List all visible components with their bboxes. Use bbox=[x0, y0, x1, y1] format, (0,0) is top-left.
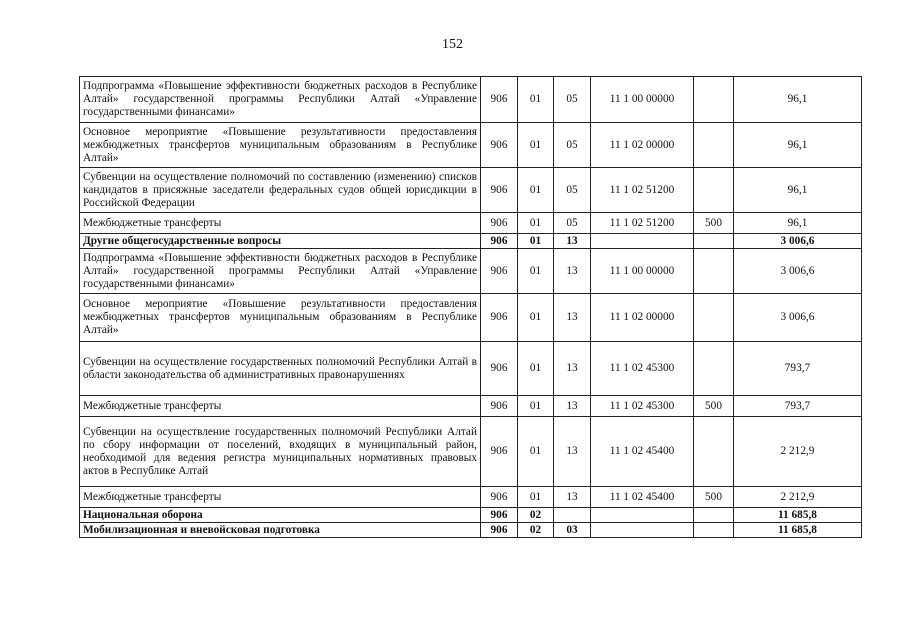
expense-type: 500 bbox=[694, 213, 734, 234]
subsection-code: 03 bbox=[554, 523, 591, 538]
amount: 96,1 bbox=[734, 168, 862, 213]
subsection-code: 13 bbox=[554, 294, 591, 342]
section-code: 01 bbox=[518, 123, 554, 168]
section-code: 01 bbox=[518, 294, 554, 342]
target-article: 11 1 00 00000 bbox=[591, 77, 694, 123]
ministry-code: 906 bbox=[481, 487, 518, 508]
section-code: 01 bbox=[518, 77, 554, 123]
expense-type: 500 bbox=[694, 396, 734, 417]
amount: 11 685,8 bbox=[734, 508, 862, 523]
target-article: 11 1 02 45400 bbox=[591, 487, 694, 508]
table-row bbox=[80, 123, 862, 168]
ministry-code: 906 bbox=[481, 249, 518, 294]
target-article: 11 1 02 51200 bbox=[591, 168, 694, 213]
subsection-code: 13 bbox=[554, 417, 591, 487]
amount: 2 212,9 bbox=[734, 487, 862, 508]
table-row bbox=[80, 294, 862, 342]
ministry-code: 906 bbox=[481, 508, 518, 523]
target-article bbox=[591, 523, 694, 538]
table-row bbox=[80, 508, 862, 523]
expense-type bbox=[694, 123, 734, 168]
target-article: 11 1 02 00000 bbox=[591, 294, 694, 342]
expense-type bbox=[694, 523, 734, 538]
table-row bbox=[80, 234, 862, 249]
table-row bbox=[80, 77, 862, 123]
ministry-code: 906 bbox=[481, 523, 518, 538]
subsection-code: 13 bbox=[554, 396, 591, 417]
amount: 11 685,8 bbox=[734, 523, 862, 538]
expense-type bbox=[694, 294, 734, 342]
target-article: 11 1 02 00000 bbox=[591, 123, 694, 168]
amount: 2 212,9 bbox=[734, 417, 862, 487]
subsection-code: 05 bbox=[554, 213, 591, 234]
expense-type bbox=[694, 168, 734, 213]
table-row bbox=[80, 249, 862, 294]
row-name: Другие общегосударственные вопросы bbox=[80, 234, 481, 249]
table-row bbox=[80, 417, 862, 487]
amount: 3 006,6 bbox=[734, 249, 862, 294]
section-code: 02 bbox=[518, 508, 554, 523]
table-row bbox=[80, 168, 862, 213]
amount: 96,1 bbox=[734, 123, 862, 168]
amount: 96,1 bbox=[734, 213, 862, 234]
amount: 793,7 bbox=[734, 396, 862, 417]
table-body bbox=[80, 77, 862, 538]
subsection-code: 13 bbox=[554, 342, 591, 396]
target-article: 11 1 02 45300 bbox=[591, 396, 694, 417]
amount: 793,7 bbox=[734, 342, 862, 396]
section-code: 02 bbox=[518, 523, 554, 538]
budget-table bbox=[79, 76, 862, 538]
subsection-code: 13 bbox=[554, 234, 591, 249]
ministry-code: 906 bbox=[481, 234, 518, 249]
target-article: 11 1 02 45300 bbox=[591, 342, 694, 396]
ministry-code: 906 bbox=[481, 77, 518, 123]
section-code: 01 bbox=[518, 213, 554, 234]
row-name: Основное мероприятие «Повышение результативности предоставления межбюджетных трансфертов муниципальным образованиям в Республике Алтай» bbox=[80, 294, 481, 342]
table-row bbox=[80, 396, 862, 417]
subsection-code: 13 bbox=[554, 487, 591, 508]
row-name: Мобилизационная и вневойсковая подготовка bbox=[80, 523, 481, 538]
subsection-code: 05 bbox=[554, 77, 591, 123]
subsection-code: 13 bbox=[554, 249, 591, 294]
row-name: Межбюджетные трансферты bbox=[80, 396, 481, 417]
section-code: 01 bbox=[518, 417, 554, 487]
expense-type bbox=[694, 342, 734, 396]
row-name: Основное мероприятие «Повышение результативности предоставления межбюджетных трансфертов муниципальным образованиям в Республике Алтай» bbox=[80, 123, 481, 168]
section-code: 01 bbox=[518, 249, 554, 294]
target-article bbox=[591, 234, 694, 249]
section-code: 01 bbox=[518, 234, 554, 249]
ministry-code: 906 bbox=[481, 294, 518, 342]
ministry-code: 906 bbox=[481, 123, 518, 168]
target-article bbox=[591, 508, 694, 523]
target-article: 11 1 02 45400 bbox=[591, 417, 694, 487]
expense-type bbox=[694, 77, 734, 123]
row-name: Межбюджетные трансферты bbox=[80, 213, 481, 234]
ministry-code: 906 bbox=[481, 417, 518, 487]
section-code: 01 bbox=[518, 168, 554, 213]
ministry-code: 906 bbox=[481, 342, 518, 396]
target-article: 11 1 02 51200 bbox=[591, 213, 694, 234]
ministry-code: 906 bbox=[481, 168, 518, 213]
subsection-code: 05 bbox=[554, 123, 591, 168]
table-row bbox=[80, 342, 862, 396]
table-row bbox=[80, 523, 862, 538]
expense-type bbox=[694, 234, 734, 249]
target-article: 11 1 00 00000 bbox=[591, 249, 694, 294]
expense-type bbox=[694, 417, 734, 487]
row-name: Межбюджетные трансферты bbox=[80, 487, 481, 508]
ministry-code: 906 bbox=[481, 396, 518, 417]
row-name: Подпрограмма «Повышение эффективности бюджетных расходов в Республике Алтай» государственной программы Республики Алтай «Управление государственными финансами» bbox=[80, 249, 481, 294]
subsection-code: 05 bbox=[554, 168, 591, 213]
row-name: Субвенции на осуществление государственных полномочий Республики Алтай в области законодательства об административных правонарушениях bbox=[80, 342, 481, 396]
row-name: Субвенции на осуществление государственных полномочий Республики Алтай по сбору информации от поселений, входящих в муниципальный район, необходимой для ведения регистра муниципальных нормативных правовых актов в Республике Алтай bbox=[80, 417, 481, 487]
section-code: 01 bbox=[518, 487, 554, 508]
row-name: Национальная оборона bbox=[80, 508, 481, 523]
ministry-code: 906 bbox=[481, 213, 518, 234]
page-number: 152 bbox=[442, 37, 463, 52]
section-code: 01 bbox=[518, 342, 554, 396]
expense-type bbox=[694, 508, 734, 523]
section-code: 01 bbox=[518, 396, 554, 417]
table-row bbox=[80, 213, 862, 234]
amount: 3 006,6 bbox=[734, 294, 862, 342]
amount: 3 006,6 bbox=[734, 234, 862, 249]
table-row bbox=[80, 487, 862, 508]
row-name: Субвенции на осуществление полномочий по составлению (изменению) списков кандидатов в присяжные заседатели федеральных судов общей юрисдикции в Российской Федерации bbox=[80, 168, 481, 213]
expense-type bbox=[694, 249, 734, 294]
row-name: Подпрограмма «Повышение эффективности бюджетных расходов в Республике Алтай» государственной программы Республики Алтай «Управление государственными финансами» bbox=[80, 77, 481, 123]
subsection-code bbox=[554, 508, 591, 523]
amount: 96,1 bbox=[734, 77, 862, 123]
expense-type: 500 bbox=[694, 487, 734, 508]
